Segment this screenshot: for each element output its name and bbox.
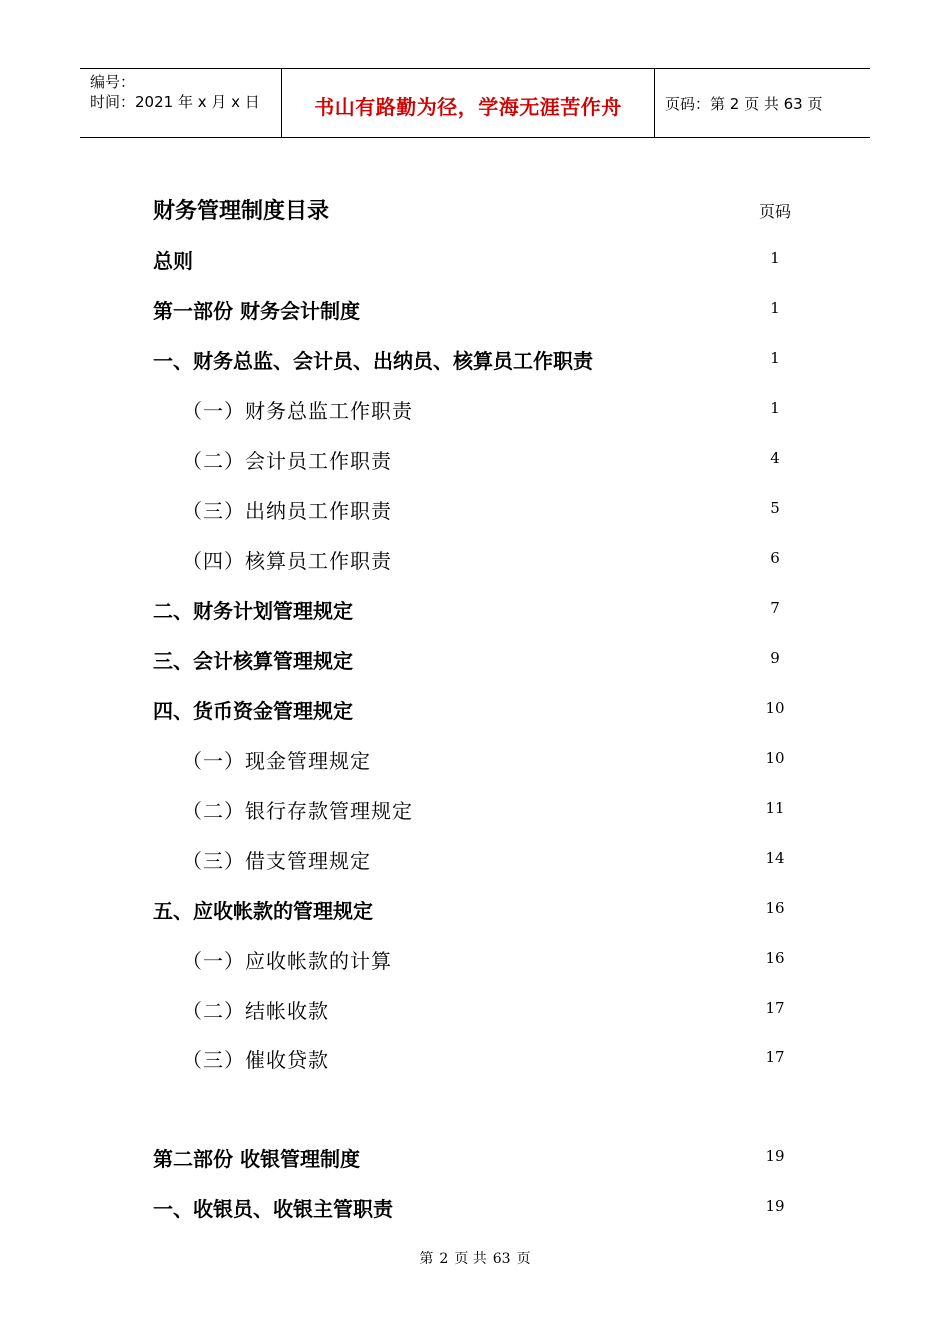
toc-entry [0,645,950,675]
toc-entry-label: 一、收银员、收银主管职责 [153,1197,393,1221]
footer-prefix: 第 [419,1251,434,1267]
toc-entry-page: 1 [770,249,780,267]
toc-entry [0,1193,950,1223]
toc-entry-page: 1 [770,349,780,367]
toc-entry-label: （三）借支管理规定 [182,849,371,873]
toc-entry-label: 一、财务总监、会计员、出纳员、核算员工作职责 [153,349,593,373]
toc-entry-label: 总则 [153,249,193,273]
toc-entry-label: 第一部份 财务会计制度 [153,299,360,323]
toc-entry [0,1044,950,1074]
toc-entry [0,695,950,725]
toc-title: 财务管理制度目录 [153,199,330,224]
toc-entry-page: 1 [770,399,780,417]
footer-middle: 页 共 [454,1251,487,1267]
toc-entry-label: （二）银行存款管理规定 [182,799,413,823]
toc-entry-page: 17 [765,999,785,1017]
page-header [80,68,870,138]
toc-entry [0,295,950,325]
toc-entry-label: 二、财务计划管理规定 [153,599,353,623]
toc-entry-page: 1 [770,299,780,317]
page-footer [0,1248,950,1268]
toc-entry-label: 五、应收帐款的管理规定 [153,899,373,923]
toc-entry-label: （三）出纳员工作职责 [182,499,392,523]
header-meta-cell [80,69,282,137]
toc-entry-page: 14 [765,849,785,867]
toc-entry [0,445,950,475]
toc-entry-label: 第二部份 收银管理制度 [153,1147,360,1171]
toc-entry [0,495,950,525]
toc-entry [0,795,950,825]
toc-entry-label: （一）现金管理规定 [182,749,371,773]
toc-entry-label: 三、会计核算管理规定 [153,649,353,673]
toc-entry-page: 10 [765,699,785,717]
toc-entry-label: （一）财务总监工作职责 [182,399,413,423]
toc-entry [0,845,950,875]
footer-total-pages: 63 [492,1251,511,1267]
toc-entry-page: 19 [765,1197,785,1215]
toc-entry [0,595,950,625]
header-page-cell [655,69,870,137]
toc-entry [0,245,950,275]
toc-entry [0,345,950,375]
header-page-info: 页码：第 2 页 共 63 页 [665,95,823,113]
toc-entry-page: 9 [770,649,780,667]
toc-entry-page: 11 [765,799,785,817]
header-motto: 书山有路勤为径，学海无涯苦作舟 [314,95,622,119]
header-motto-cell [282,69,655,137]
toc-entry [0,395,950,425]
toc-entry-page: 5 [770,499,780,517]
footer-current-page: 2 [439,1251,449,1267]
toc-page-column-header: 页码 [758,202,791,221]
toc-entry-page: 4 [770,449,780,467]
toc-entry-label: （二）会计员工作职责 [182,449,392,473]
toc-entry-page: 10 [765,749,785,767]
toc-entry-page: 6 [770,549,780,567]
toc-entry-page: 7 [770,599,780,617]
toc-entry-label: （二）结帐收款 [182,999,329,1023]
toc-entry [0,1143,950,1173]
toc-entry-page: 17 [765,1048,785,1066]
toc-entry [0,895,950,925]
toc-entry-page: 16 [765,899,785,917]
toc-entry-label: 四、货币资金管理规定 [153,699,353,723]
toc-entry [0,745,950,775]
toc-entry-page: 19 [765,1147,785,1165]
toc-entry-label: （四）核算员工作职责 [182,549,392,573]
document-date: 时间：2021 年 x 月 x 日 [90,93,260,111]
toc-entry-label: （三）催收贷款 [182,1048,329,1072]
toc-entry-page: 16 [765,949,785,967]
toc-entry [0,945,950,975]
toc-entry-label: （一）应收帐款的计算 [182,949,392,973]
toc-entry [0,995,950,1025]
toc-entry [0,545,950,575]
footer-suffix: 页 [516,1251,531,1267]
document-number: 编号： [90,73,136,91]
toc-heading-row [0,194,950,224]
